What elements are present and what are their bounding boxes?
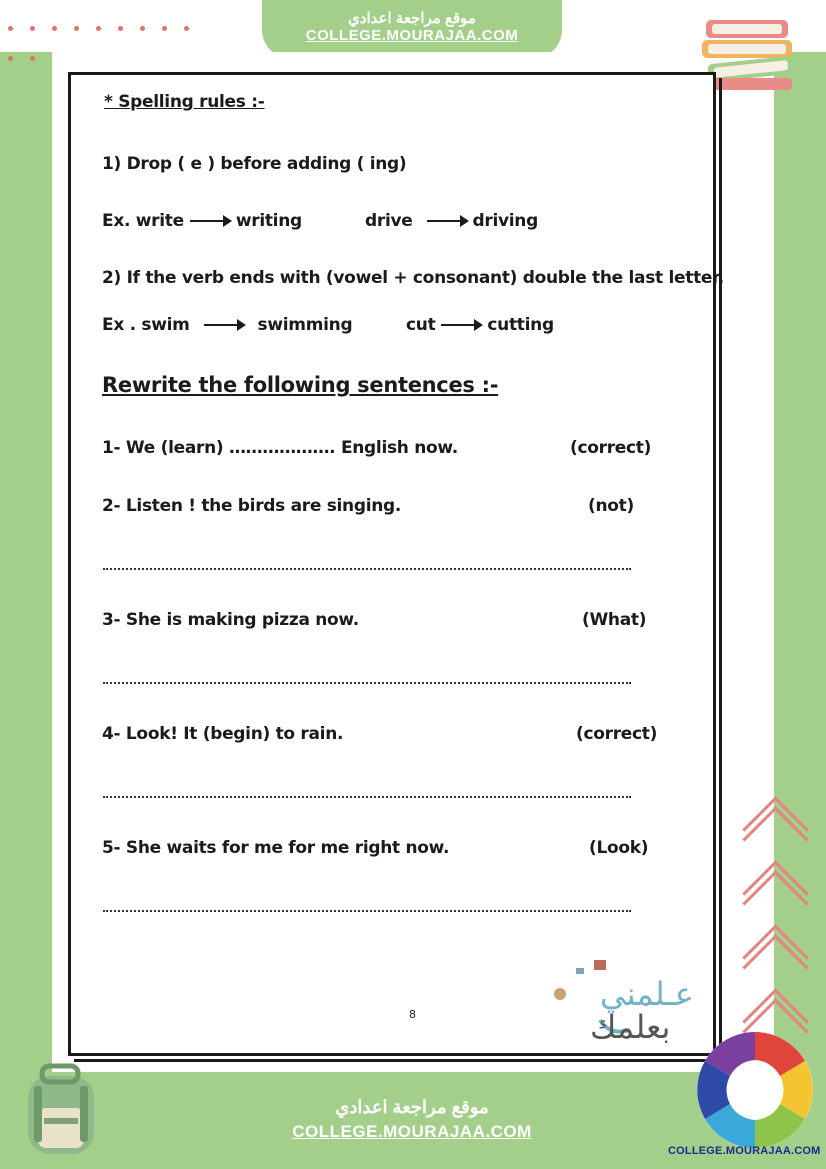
- rule-2-example: [102, 315, 352, 335]
- item-4-text: 4- Look! It (begin) to rain.: [102, 724, 344, 744]
- example-1-prefix: Ex. write: [102, 211, 184, 231]
- brand-text-line1: عـلمني: [600, 975, 694, 1013]
- page-number: 8: [409, 1008, 416, 1021]
- chevron-up-icon: [736, 790, 816, 1046]
- example-2-result: driving: [472, 211, 538, 231]
- spelling-rules-title: * Spelling rules :-: [104, 92, 265, 112]
- answer-line-4[interactable]: [103, 796, 631, 798]
- example-1-result: writing: [235, 211, 302, 231]
- item-3-text: 3- She is making pizza now.: [102, 610, 359, 630]
- arrow-icon: [427, 220, 467, 222]
- brand-text-line2: بعلمك: [590, 1008, 671, 1046]
- header-site-url[interactable]: COLLEGE.MOURAJAA.COM: [305, 27, 519, 44]
- frame-left: [0, 0, 52, 1169]
- item-2-text: 2- Listen ! the birds are singing.: [102, 496, 402, 516]
- example-4-result: cutting: [487, 315, 554, 335]
- arrow-icon: [441, 324, 481, 326]
- item-1-text: 1- We (learn) ………………. English now.: [102, 438, 458, 458]
- item-5-hint: (Look): [589, 838, 649, 858]
- backpack-icon: [14, 1062, 110, 1158]
- rule-1-example: [102, 211, 302, 231]
- header-site-arabic: موقع مراجعة اعدادي: [348, 10, 476, 27]
- footer-site-banner[interactable]: [262, 1075, 562, 1169]
- logo-url-text[interactable]: COLLEGE.MOURAJAA.COM: [668, 1145, 821, 1157]
- rule-2-text: 2) If the verb ends with (vowel + consonant) double the last letter.: [102, 268, 724, 288]
- example-2-word: drive: [365, 211, 413, 231]
- item-4-hint: (correct): [576, 724, 658, 744]
- answer-line-3[interactable]: [103, 682, 631, 684]
- arrow-icon: [190, 220, 230, 222]
- header-site-banner[interactable]: [262, 0, 562, 58]
- answer-line-2[interactable]: [103, 568, 631, 570]
- example-3-prefix: Ex . swim: [102, 315, 190, 335]
- rewrite-title: Rewrite the following sentences :-: [102, 373, 499, 397]
- example-3-result: swimming: [257, 315, 353, 335]
- rule-1-example-2: [365, 211, 538, 231]
- answer-line-5[interactable]: [103, 910, 631, 912]
- rule-1-text: 1) Drop ( e ) before adding ( ing): [102, 154, 407, 174]
- item-3-hint: (What): [582, 610, 647, 630]
- arrow-icon: [204, 324, 244, 326]
- example-4-word: cut: [406, 315, 436, 335]
- item-5-text: 5- She waits for me for me right now.: [102, 838, 450, 858]
- rule-2-example-2: [406, 315, 554, 335]
- item-1-hint: (correct): [570, 438, 652, 458]
- footer-site-arabic: موقع مراجعة اعدادي: [335, 1097, 489, 1117]
- item-2-hint: (not): [588, 496, 634, 516]
- footer-site-url[interactable]: COLLEGE.MOURAJAA.COM: [292, 1122, 532, 1141]
- site-logo-icon[interactable]: [695, 1030, 815, 1150]
